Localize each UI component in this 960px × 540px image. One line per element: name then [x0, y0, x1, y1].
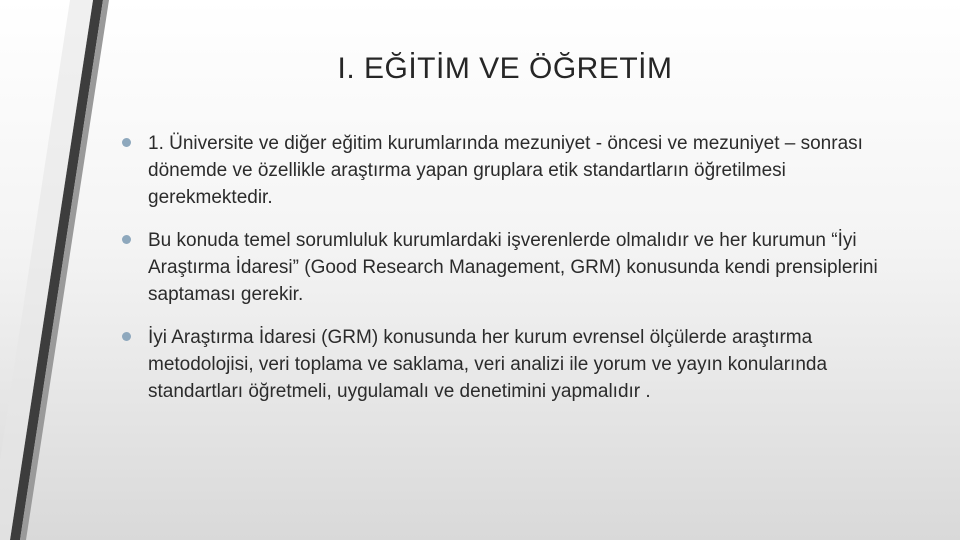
bullet-dot-icon [122, 332, 131, 341]
bullet-dot-icon [122, 138, 131, 147]
slide-title: I. EĞİTİM VE ÖĞRETİM [337, 52, 673, 85]
bullet-item [122, 130, 892, 211]
bullet-list [122, 130, 892, 421]
bullet-text: İyi Araştırma İdaresi (GRM) konusunda her kurum evrensel ölçülerde araştırma metodolojisi, veri toplama ve saklama, veri analizi ile yorum ve yayın konularında standartları öğretmeli, uygulamalı ve denetimini yapmalıdır . [148, 327, 828, 402]
left-decorative-stripes [0, 0, 130, 540]
bullet-dot-icon [122, 235, 131, 244]
bullet-item [122, 324, 892, 405]
bullet-item [122, 227, 892, 308]
bullet-text: 1. Üniversite ve diğer eğitim kurumlarında mezuniyet - öncesi ve mezuniyet – sonrası dönemde ve özellikle araştırma yapan gruplara etik standartların öğretilmesi gerekmektedir. [148, 133, 863, 208]
bullet-text: Bu konuda temel sorumluluk kurumlardaki işverenlerde olmalıdır ve her kurumun “İyi Araştırma İdaresi” (Good Research Management, GRM) konusunda kendi prensiplerini saptaması gerekir. [148, 230, 878, 305]
fade-stripe [0, 0, 93, 540]
dark-stripe [10, 0, 103, 540]
